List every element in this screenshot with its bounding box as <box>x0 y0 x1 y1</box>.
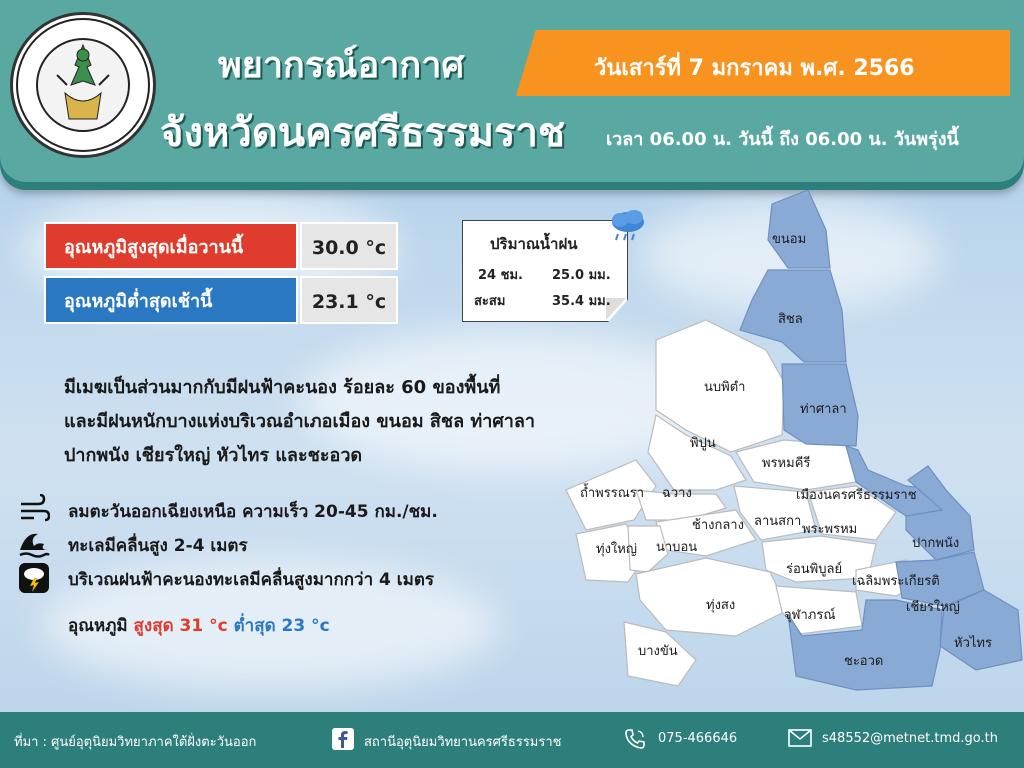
forecast-period: เวลา 06.00 น. วันนี้ ถึง 06.00 น. วันพรุ่งนี้ <box>606 129 959 150</box>
district-label-ron-phibun: ร่อนพิบูลย์ <box>786 562 843 577</box>
district-label-mueang: เมืองนครศรีธรรมราช <box>796 488 917 503</box>
footer-email[interactable]: s48552@metnet.tmd.go.th <box>822 731 998 746</box>
district-label-chulabhorn: จุฬาภรณ์ <box>784 608 836 623</box>
footer-facebook[interactable]: สถานีอุตุนิยมวิทยานครศรีธรรมราช <box>364 735 562 750</box>
rainfall-24h-label: 24 ชม. <box>478 268 523 283</box>
rainfall-title: ปริมาณน้ำฝน <box>490 235 578 253</box>
district-label-khanom: ขนอม <box>772 232 807 247</box>
rainfall-accum-label: สะสม <box>474 294 506 309</box>
district-label-sichon: สิชล <box>778 312 803 327</box>
district-label-na-bon: นาบอน <box>656 540 698 555</box>
temp-summary-label: อุณหภูมิ <box>68 616 128 636</box>
min-temp-value: 23.1 °c <box>300 276 398 324</box>
temperature-summary <box>68 612 330 639</box>
district-label-thung-yai: ทุ่งใหญ่ <box>596 542 637 557</box>
district-label-chang-klang: ช้างกลาง <box>692 518 744 533</box>
district-label-cha-uat: ชะอวด <box>844 654 884 669</box>
max-temp-label: อุณหภูมิสูงสุดเมื่อวานนี้ <box>44 222 298 270</box>
hazard-storm-text: บริเวณฝนฟ้าคะนองทะเลมีคลื่นสูงมากกว่า 4 เมตร <box>68 570 434 590</box>
rainfall-24h-value: 25.0 มม. <box>552 268 611 283</box>
district-label-hua-sai: หัวไทร <box>954 636 992 651</box>
rainfall-accum-value: 35.4 มม. <box>552 294 611 309</box>
temp-summary-high-unit: °c <box>209 616 228 636</box>
temp-summary-low: ต่ำสุด 23 <box>233 616 306 636</box>
district-label-phrom-khiri: พรหมคีรี <box>762 456 811 471</box>
title-province: จังหวัดนครศรีธรรมราช <box>160 110 566 156</box>
province-district-map <box>556 190 1024 700</box>
district-label-chaloem-phra-kiat: เฉลิมพระเกียรติ <box>852 574 940 589</box>
facebook-icon[interactable] <box>332 728 354 750</box>
storm-icon <box>18 562 50 594</box>
forecast-date: วันเสาร์ที่ 7 มกราคม พ.ศ. 2566 <box>594 56 915 81</box>
wave-icon <box>18 528 50 560</box>
district-label-phipun: พิปูน <box>690 436 716 451</box>
district-label-bang-khan: บางขัน <box>638 644 678 659</box>
footer-source: ที่มา : ศูนย์อุตุนิยมวิทยาภาคใต้ฝั่งตะวันออก <box>14 735 257 750</box>
temp-summary-low-unit: °c <box>311 616 330 636</box>
district-label-thung-song: ทุ่งสง <box>706 598 736 613</box>
hazard-wave-text: ทะเลมีคลื่นสูง 2-4 เมตร <box>68 536 248 556</box>
district-label-chawang: ฉวาง <box>662 486 692 501</box>
phone-icon <box>624 728 646 750</box>
title-forecast: พยากรณ์อากาศ <box>218 45 465 86</box>
description-line-3: ปากพนัง เชียรใหญ่ หัวไทร และชะอวด <box>64 445 363 466</box>
district-label-nopphitam: นบพิตำ <box>704 380 746 395</box>
meteorological-department-logo <box>10 12 156 158</box>
temp-summary-high: สูงสุด 31 <box>133 616 204 636</box>
district-label-lan-saka: ลานสกา <box>754 514 802 529</box>
district-label-phra-phrom: พระพรหม <box>802 522 858 537</box>
district-label-pak-phanang: ปากพนัง <box>912 536 960 551</box>
district-label-chian-yai: เชียรใหญ่ <box>906 600 960 615</box>
hazard-wind-text: ลมตะวันออกเฉียงเหนือ ความเร็ว 20-45 กม./ชม. <box>68 502 438 522</box>
district-label-tham-phannara: ถ้ำพรรณรา <box>580 486 645 501</box>
email-icon <box>788 729 812 747</box>
wind-icon <box>18 494 50 526</box>
description-line-2: และมีฝนหนักบางแห่งบริเวณอำเภอเมือง ขนอม สิชล ท่าศาลา <box>64 411 536 432</box>
district-label-tha-sala: ท่าศาลา <box>800 402 847 417</box>
max-temp-value: 30.0 °c <box>300 222 398 270</box>
description-line-1: มีเมฆเป็นส่วนมากกับมีฝนฟ้าคะนอง ร้อยละ 60 ของพื้นที่ <box>64 377 501 398</box>
min-temp-label: อุณหภูมิต่ำสุดเช้านี้ <box>44 276 298 324</box>
footer-phone[interactable]: 075-466646 <box>658 731 738 746</box>
